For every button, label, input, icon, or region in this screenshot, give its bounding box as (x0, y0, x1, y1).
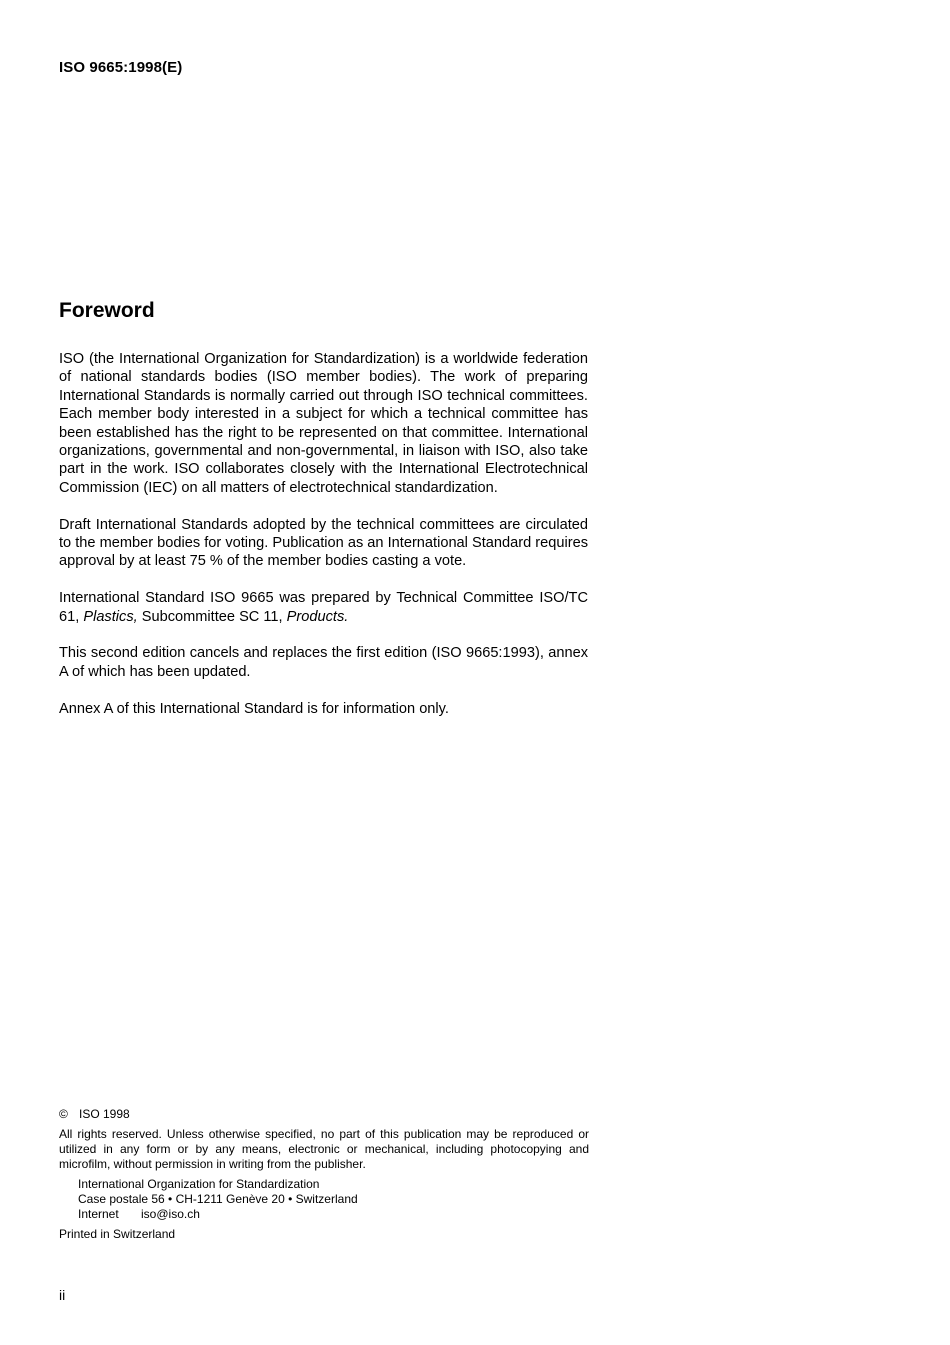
email-address: iso@iso.ch (141, 1207, 200, 1221)
foreword-paragraph-5: Annex A of this International Standard is for information only. (59, 700, 449, 717)
foreword-paragraph-1: ISO (the International Organization for Standardization) is a worldwide federation of national standards bodies (ISO member bodies). The work of preparing International Standards is normally carried out through ISO technical committees. Each member body interested in a subject for which a technical committee has been established has the right to be represented on that committee. International organizations, governmental and non-governmental, in liaison with ISO, also take part in the work. ISO collaborates closely with the International Electrotechnical Commission (IEC) on all matters of electrotechnical standardization. (59, 351, 588, 496)
foreword-paragraph-2: Draft International Standards adopted by the technical committees are circulated to the member bodies for voting. Publication as an International Standard requires approval by at least 75 % of the member bodies casting a vote. (59, 516, 588, 570)
postal-address: Case postale 56 • CH-1211 Genève 20 • Switzerland (78, 1192, 358, 1206)
internet-label: Internet (78, 1207, 119, 1221)
internet-line (78, 1207, 589, 1222)
copyright-icon: © (59, 1107, 68, 1121)
document-identifier: ISO 9665:1998(E) (59, 59, 183, 76)
foreword-body (59, 350, 588, 718)
copyright-notice (59, 1107, 589, 1242)
paragraph-3-text-a: International Standard ISO 9665 was prepared by Technical Committee ISO/TC 61, (59, 590, 588, 625)
copyright-text: ISO 1998 (79, 1107, 130, 1121)
foreword-paragraph-4: This second edition cancels and replaces the first edition (ISO 9665:1993), annex A of which has been updated. (59, 645, 588, 680)
copyright-line (59, 1107, 589, 1122)
paragraph-3-text-b: Subcommittee SC 11, (137, 608, 287, 625)
page-number: ii (59, 1287, 66, 1303)
foreword-paragraph-3 (59, 589, 588, 626)
organization-name: International Organization for Standardization (78, 1177, 320, 1191)
printed-in: Printed in Switzerland (59, 1227, 176, 1241)
subcommittee-name: Products. (286, 608, 349, 625)
rights-statement: All rights reserved. Unless otherwise specified, no part of this publication may be reproduced or utilized in any form or by any means, electronic or mechanical, including photocopying and microfilm, without permission in writing from the publisher. (59, 1127, 589, 1171)
foreword-heading: Foreword (59, 299, 155, 322)
technical-committee-name: Plastics, (83, 608, 138, 625)
publisher-address (59, 1177, 589, 1222)
